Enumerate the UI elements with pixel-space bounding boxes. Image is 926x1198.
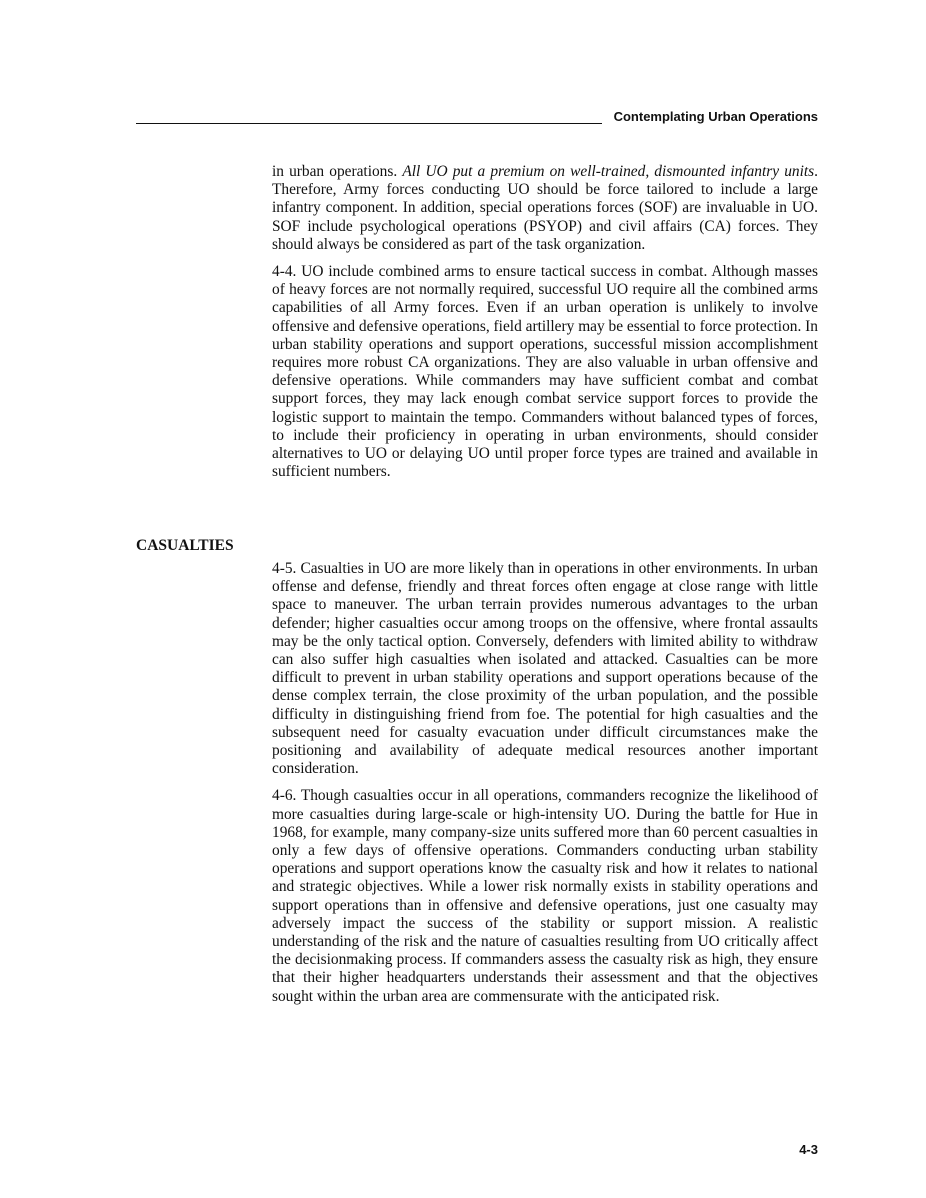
paragraph-4-4: 4-4. UO include combined arms to ensure tactical success in combat. Although masses of heavy forces are not normally required, successful UO require all the combined arms capabilities of all Army forces. Even if an urban operation is unlikely to involve offensive and defensive operations, field artillery may be essential to force protection. In urban stability operations and support operations, successful mission accomplishment requires more robust CA organizations. They are also valuable in urban offensive and defensive operations. While commanders may have sufficient combat and combat support forces, they may lack enough combat service support forces to provide the logistic support to maintain the tempo. Commanders without balanced types of forces, to include their proficiency in operating in urban environments, should consider alternatives to UO or delaying UO until proper force types are trained and available in sufficient numbers. [272,263,818,481]
paragraph-continued [272,163,818,254]
paragraph-text-start: in urban operations. [272,163,403,180]
header-rule [136,123,602,124]
section-heading-casualties: CASUALTIES [136,537,234,554]
paragraph-4-5: 4-5. Casualties in UO are more likely than in operations in other environments. In urban offense and defense, friendly and threat forces often engage at close range with little space to maneuver. The urban terrain provides numerous advantages to the urban defender; higher casualties occur among troops on the offensive, where frontal assaults may be the only tactical option. Conversely, defenders with limited ability to withdraw can also suffer high casualties when isolated and attacked. Casualties can be more difficult to prevent in urban stability operations and support operations because of the dense complex terrain, the close proximity of the urban population, and the possible difficulty in distinguishing friend from foe. The potential for high casualties and the subsequent need for casualty evacuation under difficult circumstances make the positioning and availability of adequate medical resources another important consideration. [272,560,818,778]
emphasis-text: All UO put a premium on well-trained, dismounted infantry units [402,163,815,180]
body-column-top [272,163,818,490]
page-number: 4-3 [799,1142,818,1157]
paragraph-text-end: . Therefore, Army forces conducting UO should be force tailored to include a large infantry component. In addition, special operations forces (SOF) are invaluable in UO. SOF include psychological operations (PSYOP) and civil affairs (CA) forces. They should always be considered as part of the task organization. [272,163,819,253]
running-header-title: Contemplating Urban Operations [613,109,818,124]
paragraph-4-6: 4-6. Though casualties occur in all operations, commanders recognize the likelihood of more casualties during large-scale or high-intensity UO. During the battle for Hue in 1968, for example, many company-size units suffered more than 60 percent casualties in only a few days of offensive operations. Commanders conducting urban stability operations and support operations know the casualty risk and how it relates to national and strategic objectives. While a lower risk normally exists in stability operations and support operations than in offensive and defensive operations, just one casualty may adversely impact the success of the stability or support mission. A realistic understanding of the risk and the nature of casualties resulting from UO critically affect the decisionmaking process. If commanders assess the casualty risk as high, they ensure that their higher headquarters understands their assessment and that the objectives sought within the urban area are commensurate with the anticipated risk. [272,787,818,1005]
body-column-casualties [272,560,818,1015]
